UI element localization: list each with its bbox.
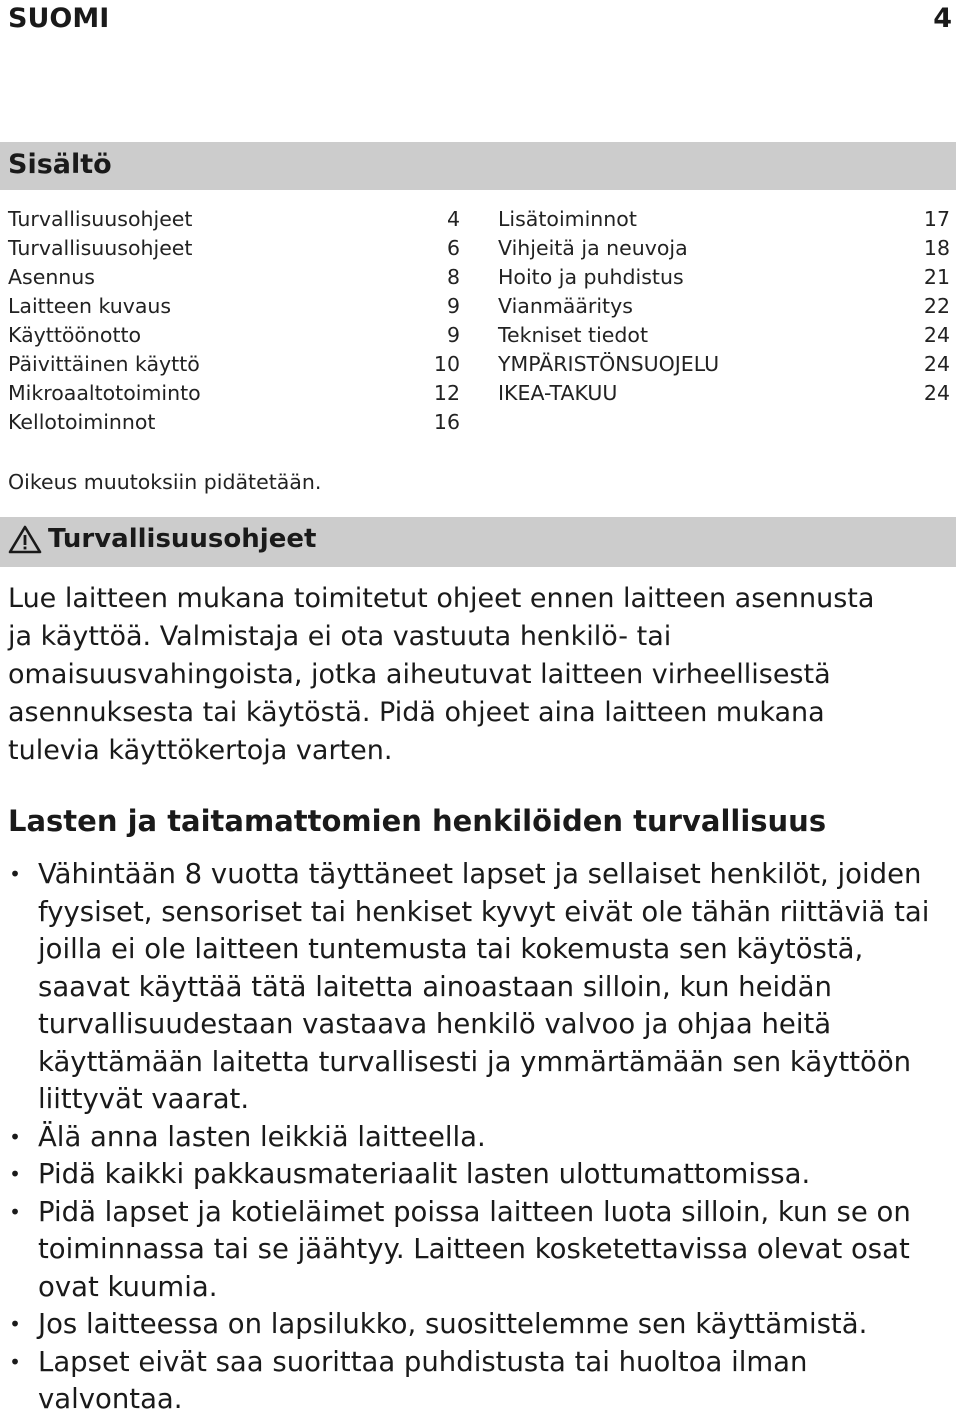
toc-entry-label: Tekniset tiedot xyxy=(498,323,648,347)
toc-entry[interactable] xyxy=(8,205,460,234)
toc-entry-page: 9 xyxy=(446,323,460,347)
toc-column-left xyxy=(8,205,460,437)
toc-entry-label: Laitteen kuvaus xyxy=(8,294,172,318)
toc-title: Sisältö xyxy=(8,149,112,180)
intro-line: omaisuusvahingoista, jotka aiheutuvat laitteen virheellisestä xyxy=(8,659,831,690)
bullet-icon: • xyxy=(9,1312,21,1336)
safety-title: Turvallisuusohjeet xyxy=(48,524,317,554)
toc-entry-label: Hoito ja puhdistus xyxy=(498,265,684,289)
toc-entry[interactable] xyxy=(498,321,950,350)
toc-entry[interactable] xyxy=(8,379,460,408)
toc-entry[interactable] xyxy=(498,350,950,379)
toc-entry[interactable] xyxy=(8,408,460,437)
bullet-icon: • xyxy=(9,1124,21,1149)
list-item xyxy=(8,1194,948,1307)
toc-entry-page: 16 xyxy=(433,410,460,434)
list-item xyxy=(8,1344,948,1419)
toc-column-right xyxy=(498,205,950,408)
toc-entry-label: Käyttöönotto xyxy=(8,323,142,347)
rights-note: Oikeus muutoksiin pidätetään. xyxy=(8,470,322,494)
page-number: 4 xyxy=(933,2,952,34)
toc-entry-page: 21 xyxy=(923,265,950,289)
toc-entry-page: 9 xyxy=(446,294,460,318)
toc-entry[interactable] xyxy=(8,263,460,292)
toc-entry-page: 24 xyxy=(923,323,950,347)
bullet-icon: • xyxy=(9,1162,21,1186)
intro-line: asennuksesta tai käytöstä. Pidä ohjeet aina laitteen mukana xyxy=(8,697,825,728)
list-item xyxy=(8,1156,948,1194)
children-safety-heading: Lasten ja taitamattomien henkilöiden turvallisuus xyxy=(8,804,827,838)
toc-entry[interactable] xyxy=(8,234,460,263)
intro-line: Lue laitteen mukana toimitetut ohjeet ennen laitteen asennusta xyxy=(8,583,875,614)
toc-entry-label: Kellotoiminnot xyxy=(8,410,156,434)
toc-entry-page: 4 xyxy=(446,207,460,231)
toc-entry[interactable] xyxy=(8,321,460,350)
toc-entry[interactable] xyxy=(498,205,950,234)
toc-entry-label: Turvallisuusohjeet xyxy=(8,236,193,260)
children-safety-list xyxy=(8,856,948,1419)
bullet-icon: • xyxy=(9,1199,21,1224)
toc-entry-label: YMPÄRISTÖNSUOJELU xyxy=(498,352,720,376)
safety-heading xyxy=(8,524,316,554)
toc-entry[interactable] xyxy=(8,292,460,321)
toc-entry[interactable] xyxy=(498,234,950,263)
page-header xyxy=(8,0,952,36)
toc-entry-page: 17 xyxy=(923,207,950,231)
toc-entry-page: 10 xyxy=(433,352,460,376)
toc-heading-band xyxy=(0,142,956,190)
toc-entry-page: 6 xyxy=(446,236,460,260)
toc-entry-page: 18 xyxy=(923,236,950,260)
toc-entry-label: Päivittäinen käyttö xyxy=(8,352,200,376)
language-label: SUOMI xyxy=(8,2,110,34)
list-item-text: Pidä lapset ja kotieläimet poissa laitteen luota silloin, kun se on toiminnassa tai se jäähtyy. Laitteen kosketettavissa olevat osat ovat kuumia. xyxy=(38,1195,911,1303)
safety-intro xyxy=(8,580,953,770)
list-item xyxy=(8,1119,948,1157)
intro-line: tulevia käyttökertoja varten. xyxy=(8,735,393,766)
toc-entry-page: 8 xyxy=(446,265,460,289)
list-item-text: Jos laitteessa on lapsilukko, suosittelemme sen käyttämistä. xyxy=(38,1308,868,1340)
list-item-text: Pidä kaikki pakkausmateriaalit lasten ulottumattomissa. xyxy=(38,1158,811,1190)
toc-entry-label: Turvallisuusohjeet xyxy=(8,207,193,231)
toc-entry-page: 24 xyxy=(923,352,950,376)
intro-line: ja käyttöä. Valmistaja ei ota vastuuta henkilö- tai xyxy=(8,621,672,652)
list-item xyxy=(8,856,948,1119)
toc-entry[interactable] xyxy=(498,263,950,292)
toc-entry[interactable] xyxy=(498,379,950,408)
toc-entry-page: 12 xyxy=(433,381,460,405)
toc-entry[interactable] xyxy=(8,350,460,379)
toc-entry-page: 24 xyxy=(923,381,950,405)
list-item xyxy=(8,1306,948,1344)
toc-entry-label: Vihjeitä ja neuvoja xyxy=(498,236,688,260)
toc-entry-page: 22 xyxy=(923,294,950,318)
bullet-icon: • xyxy=(9,1349,21,1374)
toc-entry-label: Mikroaaltotoiminto xyxy=(8,381,201,405)
toc-entry-label: IKEA-TAKUU xyxy=(498,381,618,405)
toc-entry-label: Vianmääritys xyxy=(498,294,633,318)
toc-entry-label: Asennus xyxy=(8,265,95,289)
toc-entry[interactable] xyxy=(498,292,950,321)
list-item-text: Älä anna lasten leikkiä laitteella. xyxy=(38,1120,486,1153)
list-item-text: Vähintään 8 vuotta täyttäneet lapset ja sellaiset henkilöt, joiden fyysiset, sensoriset tai henkiset kyvyt eivät ole tähän riittäviä tai joilla ei ole laitteen tuntemusta tai kokemusta sen käytöstä, saavat käyttää tätä laitetta ainoastaan silloin, kun heidän turvallisuudestaan vastaava henkilö valvoo ja ohjaa heitä käyttämään laitetta turvallisesti ja ymmärtämään sen käyttöön liittyvät vaarat. xyxy=(38,858,930,1115)
list-item-text: Lapset eivät saa suorittaa puhdistusta tai huoltoa ilman valvontaa. xyxy=(38,1345,808,1415)
bullet-icon: • xyxy=(9,862,21,886)
toc-entry-label: Lisätoiminnot xyxy=(498,207,637,231)
warning-triangle-icon xyxy=(8,524,42,554)
